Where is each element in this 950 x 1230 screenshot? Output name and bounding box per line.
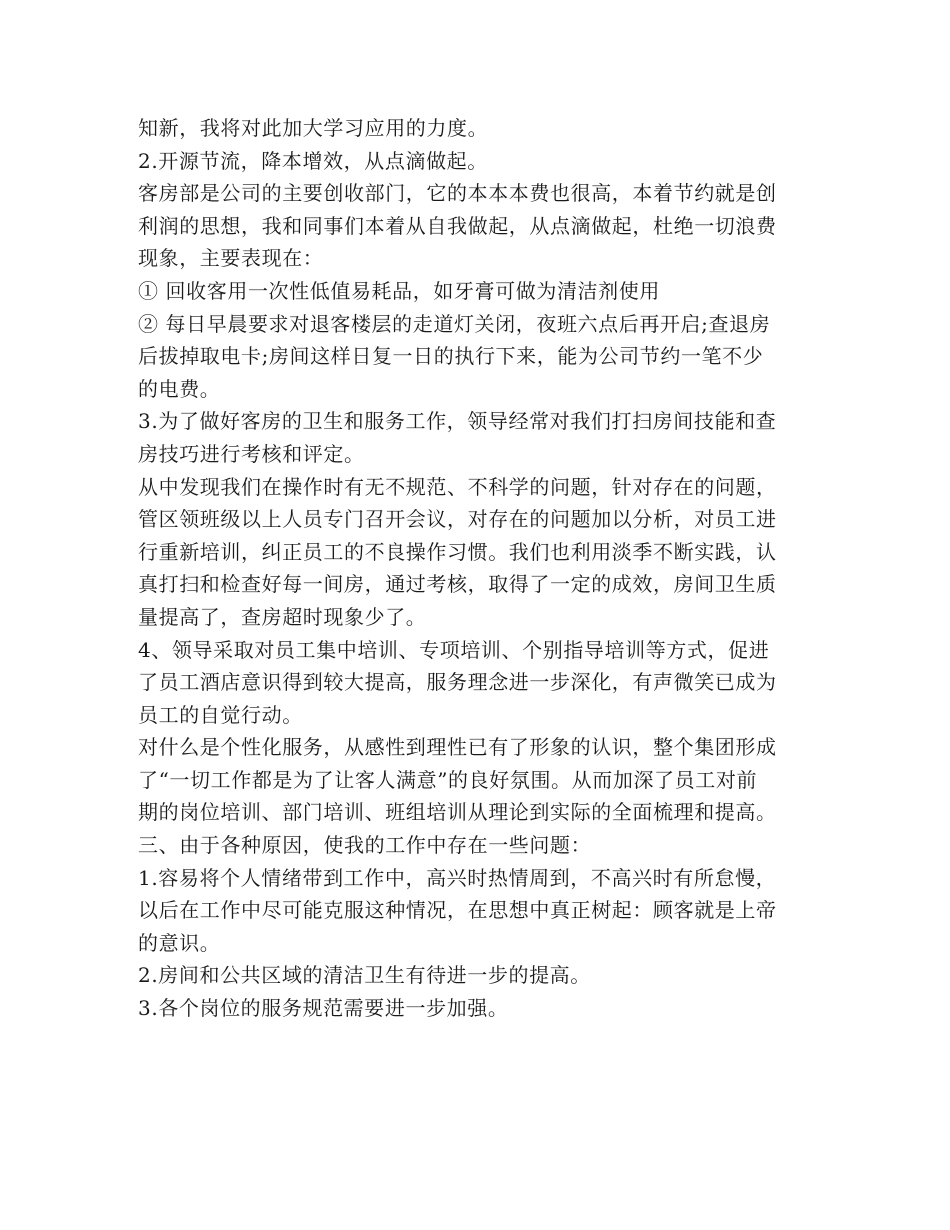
text-line: 利润的思想，我和同事们本着从自我做起，从点滴做起，杜绝一切浪费 <box>138 213 777 238</box>
text-line: 了“一切工作都是为了让客人满意”的良好氛围。从而加深了员工对前 <box>138 767 758 792</box>
text-line: 3.为了做好客房的卫生和服务工作，领导经常对我们打扫房间技能和查 <box>138 409 777 434</box>
text-line: ① 回收客用一次性低值易耗品，如牙膏可做为清洁剂使用 <box>138 278 660 303</box>
text-line: 的电费。 <box>138 376 221 401</box>
text-line: 客房部是公司的主要创收部门，它的本本本费也很高，本着节约就是创 <box>138 181 777 206</box>
text-line: 知新，我将对此加大学习应用的力度。 <box>138 116 489 140</box>
text-line: 期的岗位培训、部门培训、班组培训从理论到实际的全面梳理和提高。 <box>138 800 777 825</box>
text-line: 的意识。 <box>138 930 221 955</box>
text-line: 1.容易将个人情绪带到工作中，高兴时热情周到，不高兴时有所怠慢， <box>138 865 777 890</box>
text-line: 三、由于各种原因，使我的工作中存在一些问题： <box>138 833 592 858</box>
text-line: 3.各个岗位的服务规范需要进一步加强。 <box>138 996 509 1021</box>
text-line: ② 每日早晨要求对退客楼层的走道灯关闭，夜班六点后再开启;查退房 <box>138 311 771 336</box>
text-line: 后拔掉取电卡;房间这样日复一日的执行下来，能为公司节约一笔不少 <box>138 344 764 369</box>
text-line: 管区领班级以上人员专门召开会议，对存在的问题加以分析，对员工进 <box>138 507 777 532</box>
text-line: 以后在工作中尽可能克服这种情况，在思想中真正树起：顾客就是上帝 <box>138 898 777 923</box>
text-line: 现象，主要表现在： <box>138 246 324 271</box>
text-line: 行重新培训，纠正员工的不良操作习惯。我们也利用淡季不断实践，认 <box>138 539 777 564</box>
text-line: 真打扫和检查好每一间房，通过考核，取得了一定的成效，房间卫生质 <box>138 572 777 597</box>
text-line: 4、领导采取对员工集中培训、专项培训、个别指导培训等方式，促进 <box>138 637 770 662</box>
text-line: 了员工酒店意识得到较大提高，服务理念进一步深化，有声微笑已成为 <box>138 670 777 695</box>
text-line: 2.开源节流，降本增效，从点滴做起。 <box>138 148 488 173</box>
document-body <box>138 112 814 1025</box>
text-line: 房技巧进行考核和评定。 <box>138 441 365 466</box>
text-line: 2.房间和公共区域的清洁卫生有待进一步的提高。 <box>138 963 591 988</box>
text-line: 对什么是个性化服务，从感性到理性已有了形象的认识，整个集团形成 <box>138 735 777 760</box>
text-line: 员工的自觉行动。 <box>138 702 303 727</box>
text-line: 从中发现我们在操作时有无不规范、不科学的问题，针对存在的问题， <box>138 474 777 499</box>
text-line: 量提高了，查房超时现象少了。 <box>138 604 427 629</box>
